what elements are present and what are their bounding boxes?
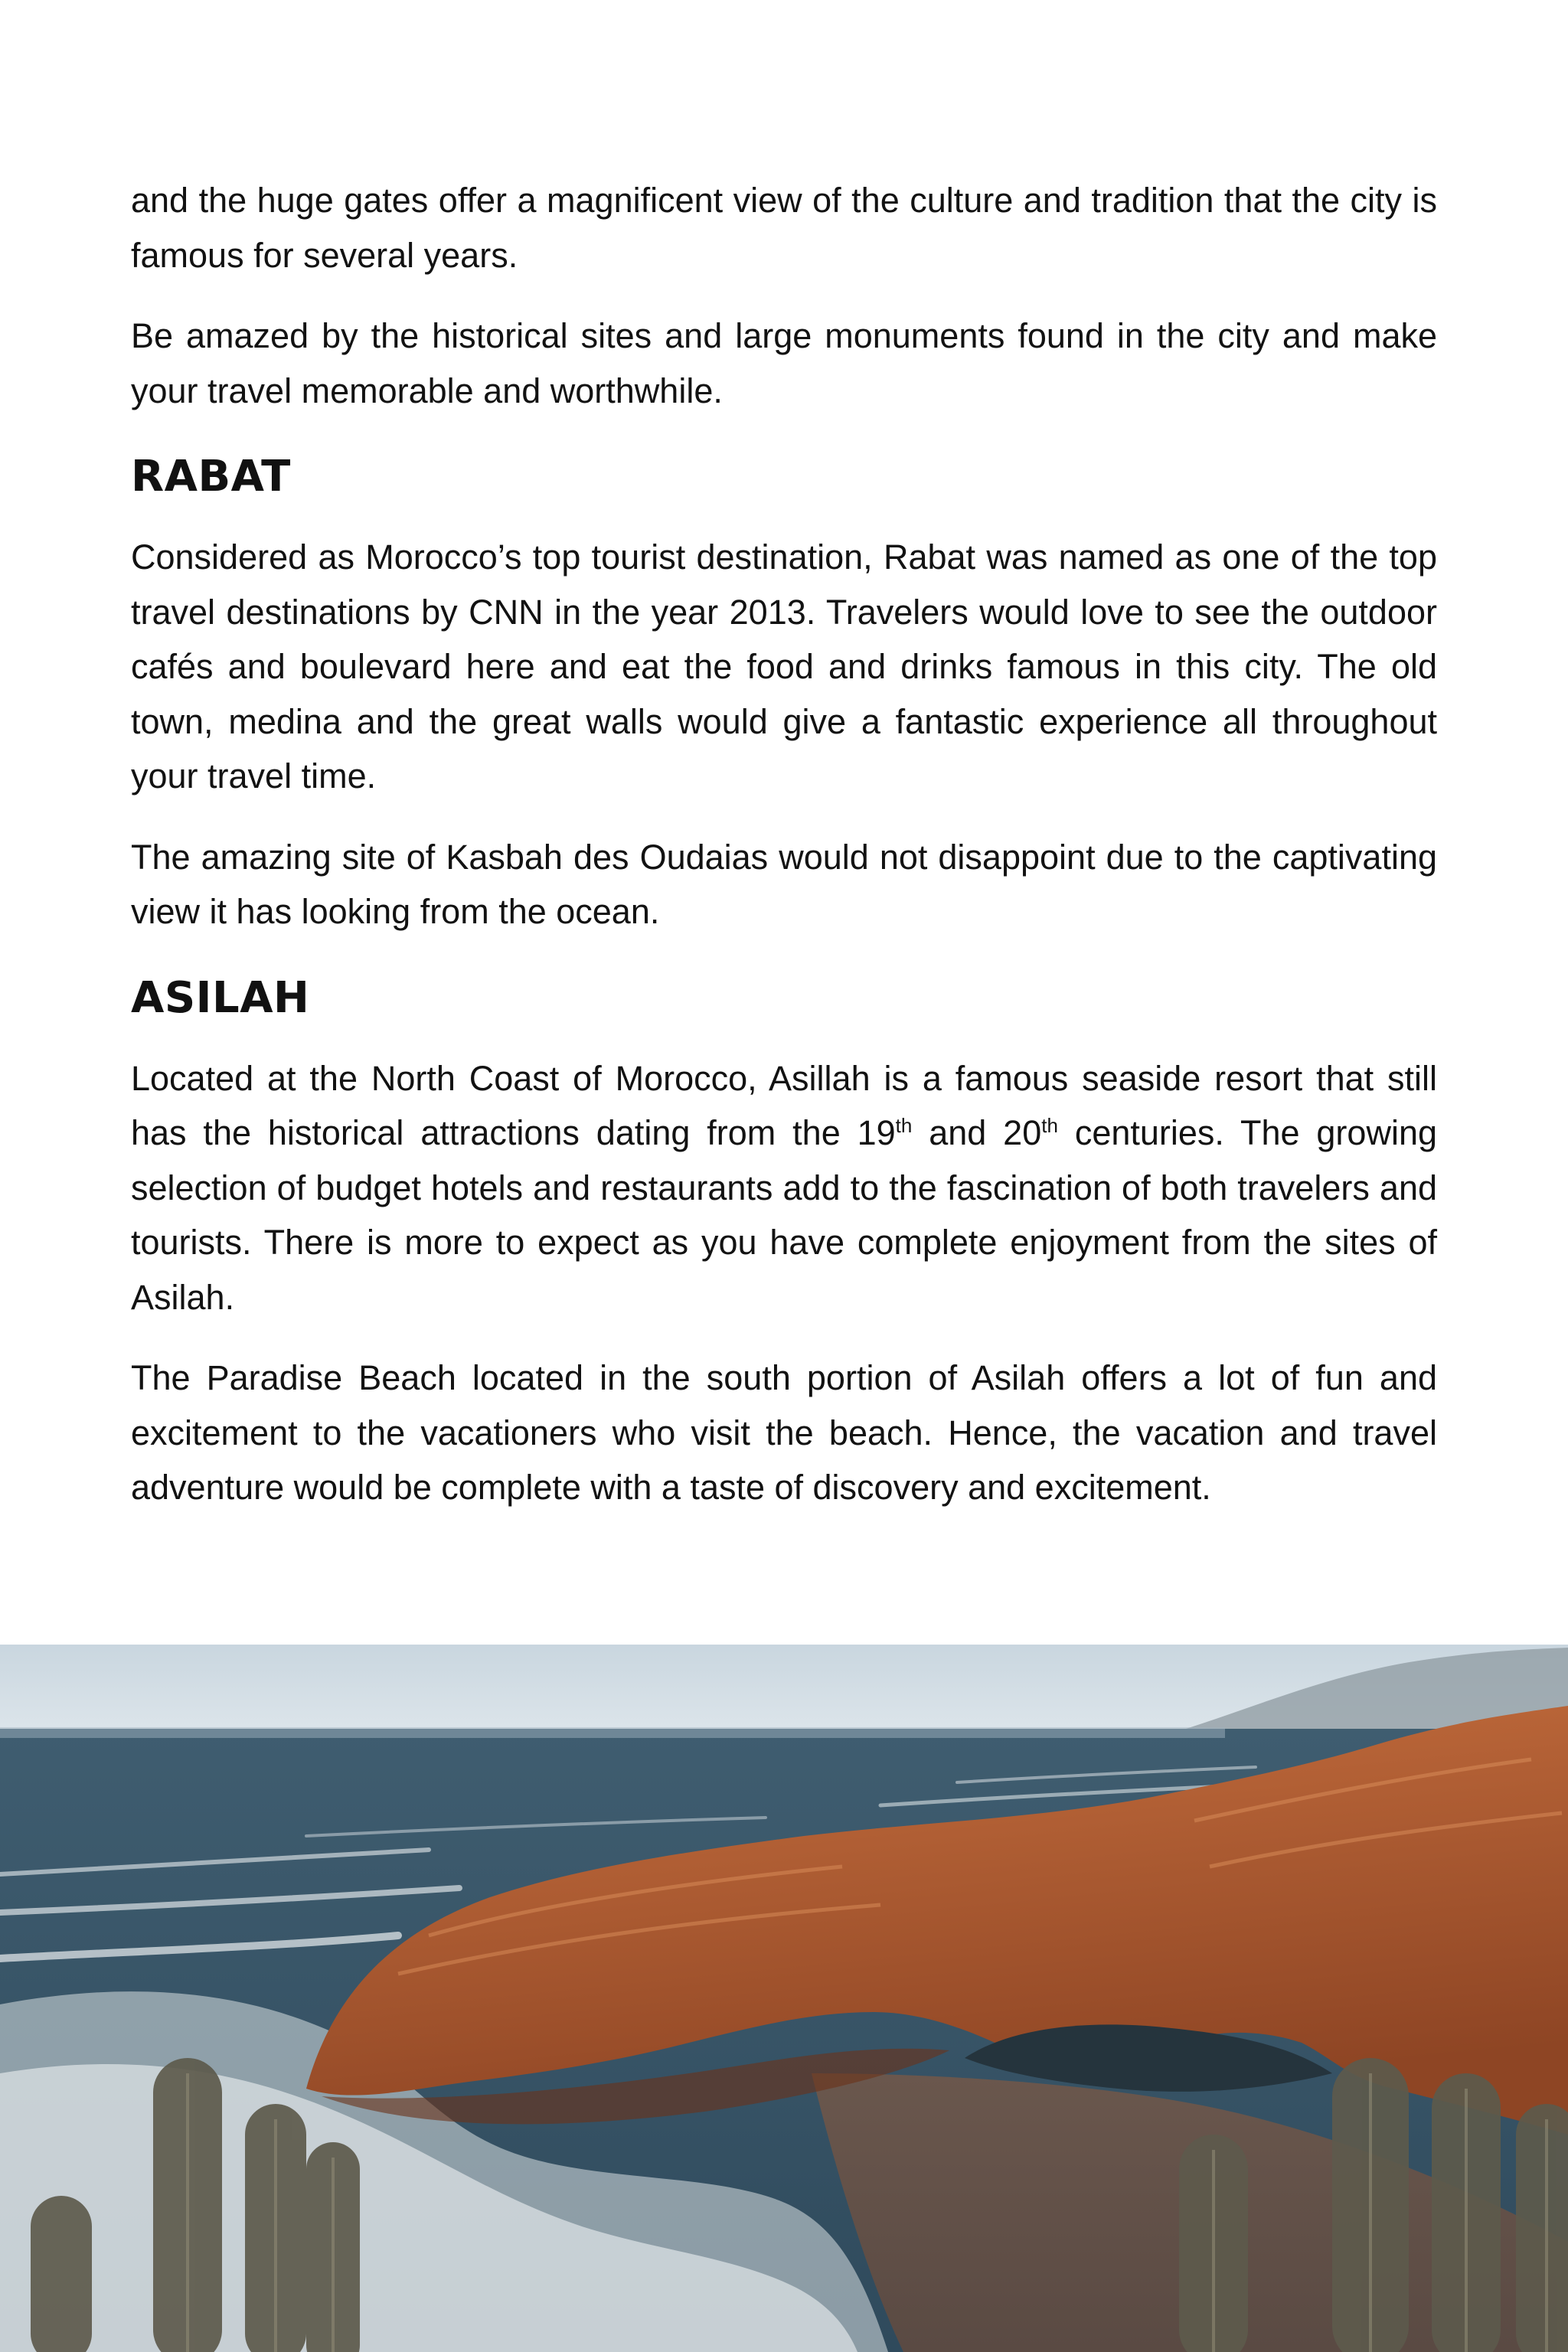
asilah-p1-sup-1: th [895, 1114, 913, 1137]
coastal-arch-photo [0, 1645, 1568, 2352]
intro-paragraph-2: Be amazed by the historical sites and large monuments found in the city and make your travel memorable and worthwhile. [131, 316, 1437, 410]
asilah-p1-text-1: Located at the North Coast of Morocco, Asillah is a famous seaside resort that still has the historical attractions dating from the 19 [131, 1058, 1437, 1152]
intro-paragraph-1: and the huge gates offer a magnificent view of the culture and tradition that the city is famous for several years. [131, 181, 1437, 275]
asilah-heading: ASILAH [131, 972, 310, 1023]
rabat-paragraph-2: The amazing site of Kasbah des Oudaias would not disappoint due to the captivating view it has looking from the ocean. [131, 837, 1437, 931]
asilah-p1-text-2: and 20 [912, 1113, 1042, 1152]
asilah-paragraph-1 [131, 1051, 1437, 1325]
cactus-left-4 [31, 2196, 92, 2352]
rabat-paragraph-1: Considered as Morocco’s top tourist destination, Rabat was named as one of the top travel destinations by CNN in the year 2013. Travelers would love to see the outdoor cafés and boulevard here and eat the food and drinks famous in this city. The old town, medina and the great walls would give a fantastic experience all throughout your travel time. [131, 537, 1437, 795]
rabat-heading: RABAT [131, 452, 291, 501]
document-text-column [131, 173, 1437, 1541]
asilah-p1-sup-2: th [1041, 1114, 1058, 1137]
asilah-paragraph-2: The Paradise Beach located in the south portion of Asilah offers a lot of fun and excitement to the vacationers who visit the beach. Hence, the vacation and travel adventure would be complete with a taste of discovery and excitement. [131, 1358, 1437, 1507]
coastal-arch-illustration [0, 1645, 1568, 2352]
cactus-right-4 [1516, 2104, 1568, 2352]
asilah-p1-text-3: centuries. The growing selection of budget hotels and restaurants add to the fascination of both travelers and tourists. There is more to expect as you have complete enjoyment from the sites of Asilah. [131, 1113, 1437, 1317]
